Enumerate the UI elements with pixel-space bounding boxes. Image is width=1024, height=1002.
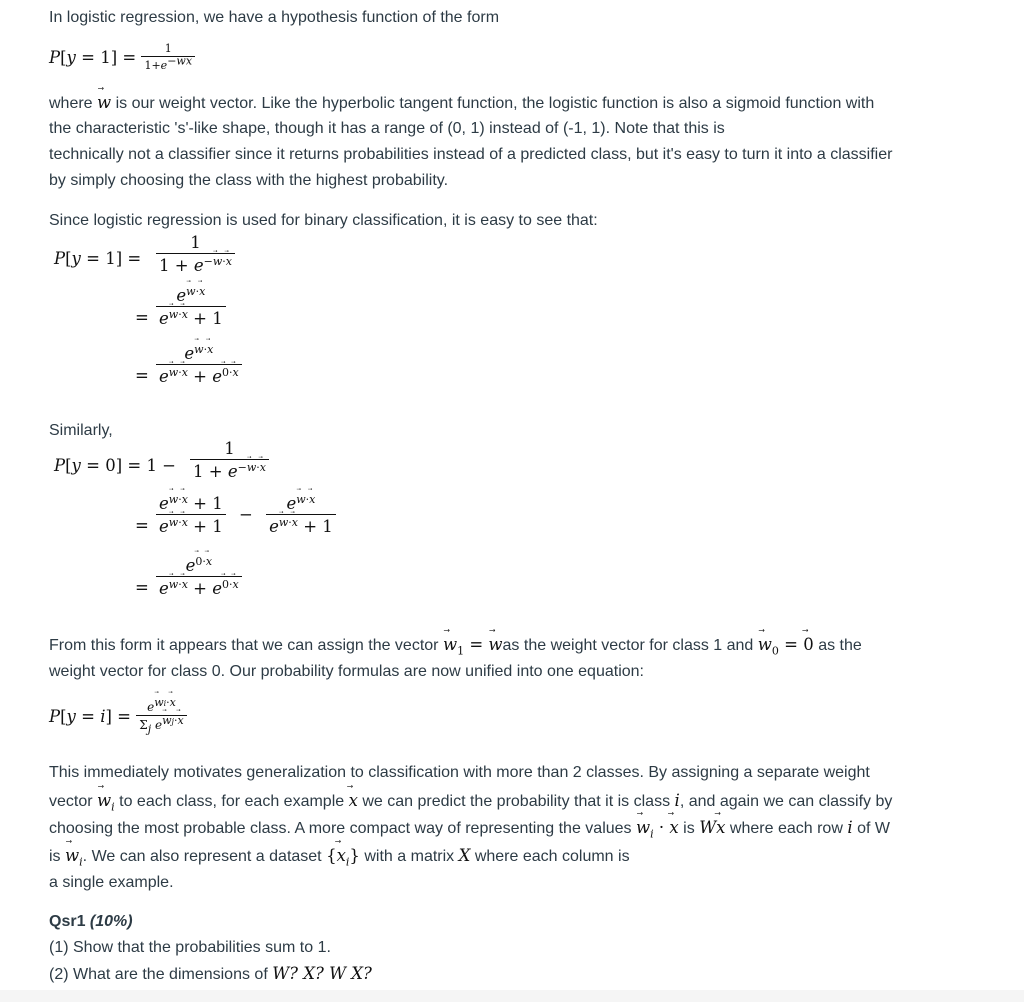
motivation-line-5: a single example.: [49, 874, 174, 891]
question-item-1: (1) Show that the probabilities sum to 1.: [49, 939, 331, 956]
motivation-line-1: This immediately motivates generalization to classification with more than 2 classes. By assigning a separate weight: [49, 764, 870, 781]
paragraph-1-line-2: the characteristic 's'-like shape, though it has a range of (0, 1) instead of (-1, 1). Note that this is: [49, 120, 725, 137]
p1-step-1: $\frac{1}{1 + e^{-w\cdot x}}$: [156, 233, 235, 275]
p0-step-3-equals: =: [135, 578, 149, 597]
intro-text: In logistic regression, we have a hypothesis function of the form: [49, 9, 500, 26]
p0-step-2: $\frac{e^{w\cdot x} + 1}{e^{w\cdot x} + 1}$ − $\frac{e^{w\cdot x}}{e^{w\cdot x} + 1}$: [156, 494, 336, 536]
paragraph-1-line-1: where ⃗ w is our weight vector. Like the hyperbolic tangent function, the logistic function is also a sigmoid function with: [49, 90, 874, 117]
p1-step-3-equals: =: [135, 366, 149, 385]
similarly-text: Similarly,: [49, 422, 113, 439]
question-item-2: (2) What are the dimensions of W? X? W X?: [49, 964, 372, 983]
p1-step-2: $\frac{e^{w\cdot x}}{e^{w\cdot x} + 1}$: [156, 286, 226, 328]
p1-lhs: P[y = 1] =: [54, 249, 142, 268]
paragraph-1-line-3: technically not a classifier since it returns probabilities instead of a predicted class, but it's easy to turn it into a classifier: [49, 146, 893, 163]
p1-step-3: $\frac{e^{w\cdot x}}{e^{w\cdot x} + e^{0\cdot x}}$: [156, 344, 242, 386]
bottom-bar: [0, 990, 1024, 1002]
p0-lhs: P[y = 0] = 1 −: [54, 456, 177, 475]
paragraph-1-line-4: by simply choosing the class with the highest probability.: [49, 172, 449, 189]
form-text-line-1: From this form it appears that we can assign the vector ⃗ $w_1$ = ⃗ was the weight vector for class 1 and ⃗ $w_0$ = ⃗ 0 as the: [49, 632, 862, 659]
form-text-line-2: weight vector for class 0. Our probability formulas are now unified into one equation:: [49, 663, 644, 680]
unified-equation: P[y = i] = $\frac{\text{ewi·x}}{\text{Σj ewj·x}}$: [49, 700, 187, 732]
p0-step-1: $\frac{1}{1 + e^{-w\cdot x}}$: [190, 439, 269, 481]
motivation-line-3: choosing the most probable class. A more compact way of representing the values ⃗ $w_i$ · ⃗ x is W⃗ x where each row i of W: [49, 815, 890, 842]
question-heading: Qsr1 (10%): [49, 913, 133, 930]
motivation-line-2: vector ⃗ $w_i$ to each class, for each example ⃗ x we can predict the probability that it is class i, and again we can classify by: [49, 788, 892, 815]
binary-intro-text: Since logistic regression is used for binary classification, it is easy to see that:: [49, 212, 598, 229]
p0-step-2-equals: =: [135, 516, 149, 535]
motivation-line-4: is ⃗ $w_i$. We can also represent a dataset {⃗ $x_i$} with a matrix X where each column is: [49, 843, 630, 870]
hypothesis-equation: P[y = 1] = $\frac{1}{1+e-wx}$: [49, 42, 195, 72]
p0-step-3: $\frac{e^{0\cdot x}}{e^{w\cdot x} + e^{0\cdot x}}$: [156, 556, 242, 598]
p1-step-2-equals: =: [135, 308, 149, 327]
